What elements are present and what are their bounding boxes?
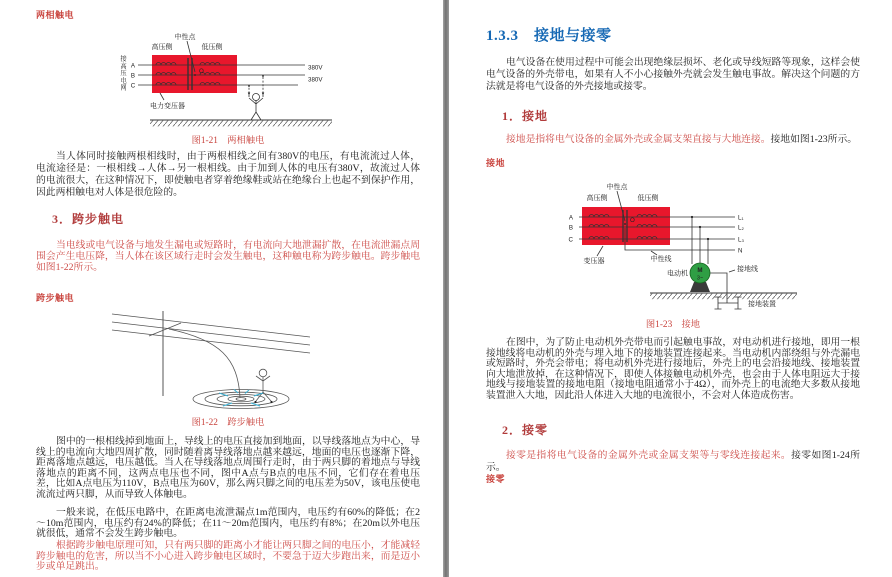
neutral-dot [624, 223, 626, 225]
paragraph-grounding-def [486, 134, 860, 146]
neutral-def-black: 接零如图1-24所示。 [486, 450, 860, 473]
fig21-label-hv-grid: 接高压电网 [119, 55, 126, 92]
motor-feeders [692, 217, 708, 264]
tap-dot-2 [699, 226, 701, 228]
fig21-label-phase-c: C [130, 82, 136, 90]
fig23-label-phase-b: B [568, 224, 573, 232]
fig23-label-l3: L₃ [738, 236, 744, 244]
foot-point-b [270, 401, 272, 403]
figure-1-23-grounding [545, 176, 845, 314]
contact-dot-2 [262, 75, 264, 77]
neutral-dot [194, 74, 196, 76]
margin-label-step: 跨步触电 [36, 293, 75, 303]
fig21-label-380v-1: 380V [308, 64, 323, 72]
fig23-label-neutral-line: 中性线 [650, 256, 672, 263]
person-head [253, 94, 260, 101]
section-heading: 1.3.3 接地与接零 [486, 28, 612, 44]
fig21-label-380v-2: 380V [308, 76, 323, 84]
fallen-wire [169, 329, 240, 398]
fig21-caption: 图1-21 两相触电 [191, 136, 265, 146]
margin-label-neutral: 接零 [486, 474, 506, 484]
fig23-label-phase-a: A [568, 214, 573, 222]
fig21-label-phase-a: A [130, 62, 136, 70]
fig23-label-n: N [738, 247, 743, 255]
grounding-def-black: 接地如图1-23所示。 [770, 134, 858, 145]
fig21-label-neutral-point: 中性点 [174, 34, 196, 41]
fig23-label-l2: L₂ [738, 224, 744, 232]
tap-dot-1 [691, 216, 693, 218]
heading-step-shock: 3．跨步触电 [52, 212, 125, 226]
fig22-lines [112, 311, 310, 409]
fig21-label-lv-side: 低压侧 [201, 44, 223, 51]
paragraph-step-intro: 当电线或电气设备与地发生漏电或短路时，有电流向大地泄漏扩散，在电流泄漏点周围会产生电压降，当人体在该区域行走时会发生触电，这种触电称为跨步触电。跨步触电如图1-22所示。 [36, 240, 420, 273]
paragraph-voltage-drop: 一般来说，在低压电路中，在距离电流泄漏点1m范围内，电压约有60%的降低；在2～10m范围内，电压约有24%的降低；在11～20m范围内，电压约有8%；在20m以外电压就很低，通常不会发生跨步触电。 [36, 507, 420, 540]
motor-pedestal [690, 282, 710, 292]
figure-1-22-step-shock [70, 306, 400, 410]
fig23-label-l1: L₁ [738, 214, 744, 222]
figure-1-21-two-phase-shock [100, 28, 360, 130]
person-body [249, 98, 263, 120]
ground-hatch [650, 294, 797, 300]
margin-label-two-phase: 两相触电 [36, 10, 75, 20]
fig23-label-motor: 电动机 [667, 270, 688, 278]
motor-phase-symbol: 3~ [696, 275, 704, 282]
tap-dot-3 [707, 238, 709, 240]
paragraph-two-phase: 当人体同时接触两根相线时，由于两根相线之间有380V的电压，有电流流过人体，电流途径是：一根相线→人体→另一根相线。由于加到人体的电压有380V，故流过人体的电流很大，在这种情况下，即使触电者穿着绝缘鞋或站在绝缘台上也起不到保护作用，因此两相触电对人体是很危险的。 [36, 151, 420, 198]
fig23-label-hv-side: 高压侧 [586, 195, 608, 202]
page-divider [443, 0, 449, 577]
paragraph-neutral-def [486, 450, 860, 474]
grounding-def-red: 接地是指将电气设备的金属外壳或金属支架直接与大地连接。 [506, 134, 771, 145]
ground-hatch [150, 121, 332, 127]
transformer-box [152, 55, 237, 93]
fig23-label-neutral-point: 中性点 [606, 184, 628, 191]
fig23-label-phase-c: C [568, 236, 573, 244]
fig23-label-ground-wire: 接地线 [737, 266, 758, 273]
heading-neutral-connection: 2．接零 [502, 423, 549, 437]
paragraph-step-detail: 图中的一根相线掉到地面上，导线上的电压直接加到地面，以导线落地点为中心，导线上的电流向大地四周扩散，同时随着离导线落地点越来越远，地面的电压也逐渐下降，距离落地点越远，电压越低。当人在导线落地点周围行走时，由于两只脚的着地点与导线落地点的距离不同，这两点电压也不同，图中A点与B点的电压不同，它们存在着电压差，比如A点电压为110V，B点电压为60V，那么两只脚之间的电压差为50V，该电压使电流流过两只脚，从而导致人体触电。 [36, 436, 420, 500]
person-head [259, 369, 267, 377]
fig23-label-transformer: 变压器 [583, 258, 605, 265]
motor-m-symbol: M [697, 267, 703, 274]
paragraph-grounding-detail: 在图中，为了防止电动机外壳带电而引起触电事故，对电动机进行接地，即用一根接地线将电动机的外壳与埋入地下的接地装置连接起来。当电动机内部绕组与外壳漏电或短路时，外壳会带电；将电动机外壳进行接地后，外壳上的电会沿接地线、接地装置向大地泄放掉，在这种情况下，即使人体接触电动机外壳，也会由于人体电阻远大于接地线与接地装置的接地电阻（接地电阻通常小于4Ω），而外壳上的电流绝大多数从接地装置泄入大地，因此沿人体进入大地的电流很小，不会对人体造成伤害。 [486, 337, 860, 401]
paragraph-grounding-intro: 电气设备在使用过程中可能会出现绝缘层损坏、老化或导线短路等现象，这样会使电气设备的外壳带电，如果有人不小心接触外壳就会发生触电事故。解决这个问题的方法就是将电气设备的外壳接地或接零。 [486, 57, 860, 92]
contact-dot-1 [248, 85, 250, 87]
arrow-down-1 [248, 93, 250, 96]
fig21-label-hv-side: 高压侧 [151, 44, 173, 51]
fig23-label-ground-device: 接地装置 [748, 301, 776, 308]
paragraph-step-advice: 根据跨步触电原理可知，只有两只脚的距离小才能让两只脚之间的电压小，才能减轻跨步触电的危害，所以当不小心进入跨步触电区域时，不要急于迈大步跑出来，而是迈小步或单足跳出。 [36, 540, 420, 573]
heading-grounding: 1．接地 [502, 109, 549, 123]
fig21-label-transformer: 电力变压器 [150, 103, 185, 110]
fig23-label-o: O [630, 217, 635, 224]
arrow-down-2 [262, 93, 264, 96]
fig21-label-phase-b: B [130, 72, 136, 80]
fig23-caption: 图1-23 接地 [645, 320, 701, 330]
margin-label-grounding: 接地 [486, 158, 506, 168]
fig22-caption: 图1-22 跨步触电 [191, 418, 265, 428]
fig21-label-o: O [199, 68, 204, 75]
fig23-label-lv-side: 低压侧 [637, 195, 659, 202]
neutral-def-red: 接零是指将电气设备的金属外壳或金属支架等与零线连接起来。 [506, 450, 792, 461]
foot-point-a [254, 401, 256, 403]
